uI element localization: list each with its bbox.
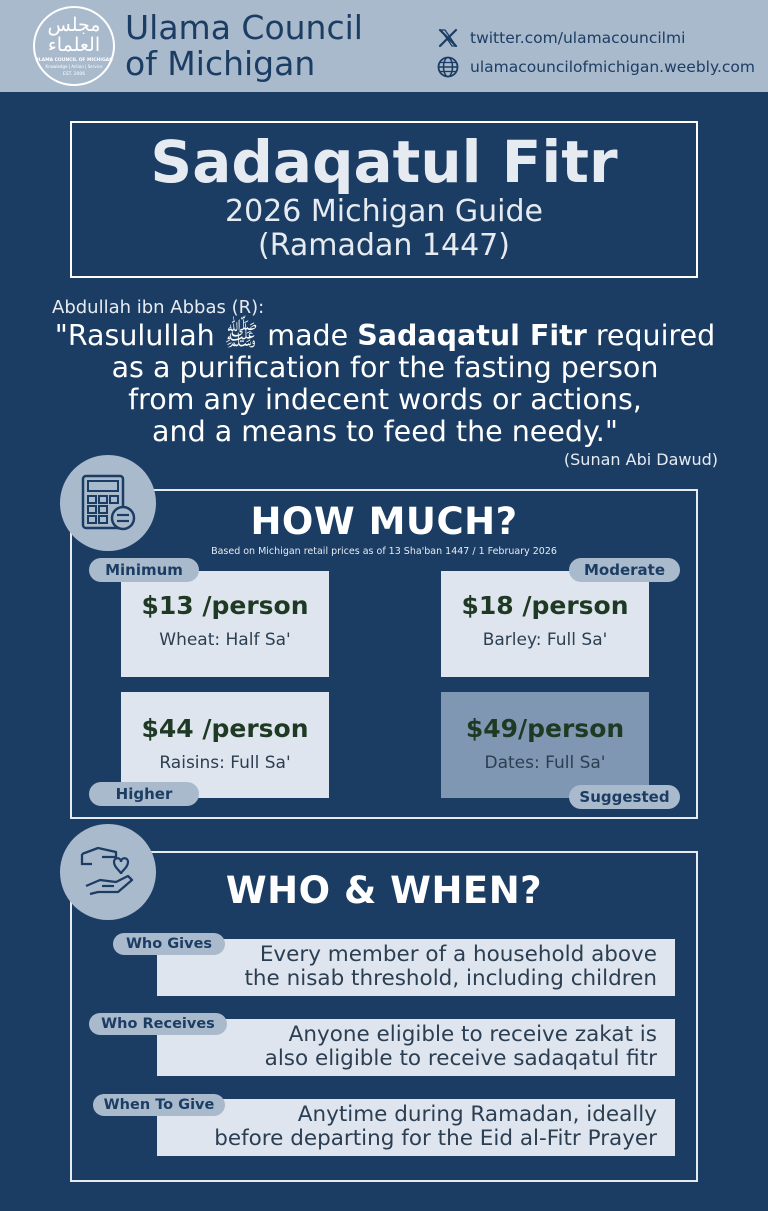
- subtitle-line1: 2026 Michigan Guide: [224, 194, 544, 229]
- org-name-line2: of Michigan: [125, 44, 316, 83]
- row-line1: Anytime during Ramadan, ideally: [297, 1102, 657, 1127]
- website-link[interactable]: [436, 55, 755, 79]
- x-logo-icon: [436, 26, 460, 50]
- row-line1: Every member of a household above: [259, 942, 657, 967]
- row-line2: before departing for the Eid al-Fitr Prayer: [214, 1126, 657, 1151]
- price-description: Dates: Full Sa': [484, 753, 606, 773]
- header-bar: [0, 0, 768, 92]
- quote-line1: [40, 320, 730, 352]
- council-logo: [33, 6, 115, 86]
- quote-line1-bold: Sadaqatul Fitr: [357, 319, 587, 352]
- price-description: Raisins: Full Sa': [159, 753, 291, 773]
- logo-tagline: Knowledge | Action | Service: [45, 64, 103, 69]
- price-description: Barley: Full Sa': [482, 630, 608, 650]
- row-line2: also eligible to receive sadaqatul fitr: [264, 1046, 657, 1071]
- price-amount: $49/person: [465, 714, 625, 743]
- tag-who-receives: Who Receives: [89, 1013, 227, 1035]
- tag-higher: Higher: [89, 782, 199, 806]
- tag-suggested: Suggested: [569, 785, 680, 809]
- quote-line4: and a means to feed the needy.": [152, 415, 618, 448]
- globe-icon: [436, 55, 460, 79]
- price-card-minimum: [121, 571, 329, 677]
- quote-line1-end: required: [586, 319, 716, 352]
- who-gives-row: [157, 939, 675, 996]
- price-description: Wheat: Half Sa': [159, 630, 291, 650]
- twitter-link[interactable]: [436, 26, 685, 50]
- tag-when-to-give: When To Give: [93, 1094, 225, 1116]
- quote-narrator: Abdullah ibn Abbas (R):: [52, 297, 265, 318]
- logo-name: ULAMA COUNCIL OF MICHIGAN: [35, 58, 113, 63]
- quote-line1-start: "Rasulullah ﷺ made: [54, 319, 358, 352]
- page-title: Sadaqatul Fitr: [150, 128, 618, 196]
- price-amount: $44 /person: [141, 714, 309, 743]
- price-basis-note: Based on Michigan retail prices as of 13 Sha'ban 1447 / 1 February 2026: [211, 546, 557, 557]
- organization-name: [125, 10, 363, 82]
- logo-established: EST. 2006: [62, 72, 86, 77]
- row-line1: Anyone eligible to receive zakat is: [288, 1022, 657, 1047]
- price-card-suggested: [441, 692, 649, 798]
- when-to-give-row: [157, 1099, 675, 1156]
- org-name-line1: Ulama Council: [125, 8, 363, 47]
- logo-arabic: مجلس العلماء: [47, 14, 101, 56]
- price-card-moderate: [441, 571, 649, 677]
- quote-line3: from any indecent words or actions,: [128, 383, 642, 416]
- quote-source: (Sunan Abi Dawud): [563, 450, 718, 469]
- row-line2: the nisab threshold, including children: [244, 966, 657, 991]
- subtitle-line2: (Ramadan 1447): [258, 228, 510, 263]
- hadith-quote: [40, 320, 730, 448]
- who-when-title: WHO & WHEN?: [225, 869, 543, 912]
- price-amount: $13 /person: [141, 591, 309, 620]
- title-box: [70, 121, 698, 278]
- tag-who-gives: Who Gives: [113, 933, 225, 955]
- who-receives-row: [157, 1019, 675, 1076]
- website-url: ulamacouncilofmichigan.weebly.com: [470, 58, 755, 76]
- how-much-title: HOW MUCH?: [250, 500, 518, 543]
- tag-minimum: Minimum: [89, 558, 199, 582]
- quote-line2: as a purification for the fasting person: [111, 351, 659, 384]
- price-amount: $18 /person: [461, 591, 629, 620]
- tag-moderate: Moderate: [569, 558, 680, 582]
- twitter-handle: twitter.com/ulamacouncilmi: [470, 29, 686, 47]
